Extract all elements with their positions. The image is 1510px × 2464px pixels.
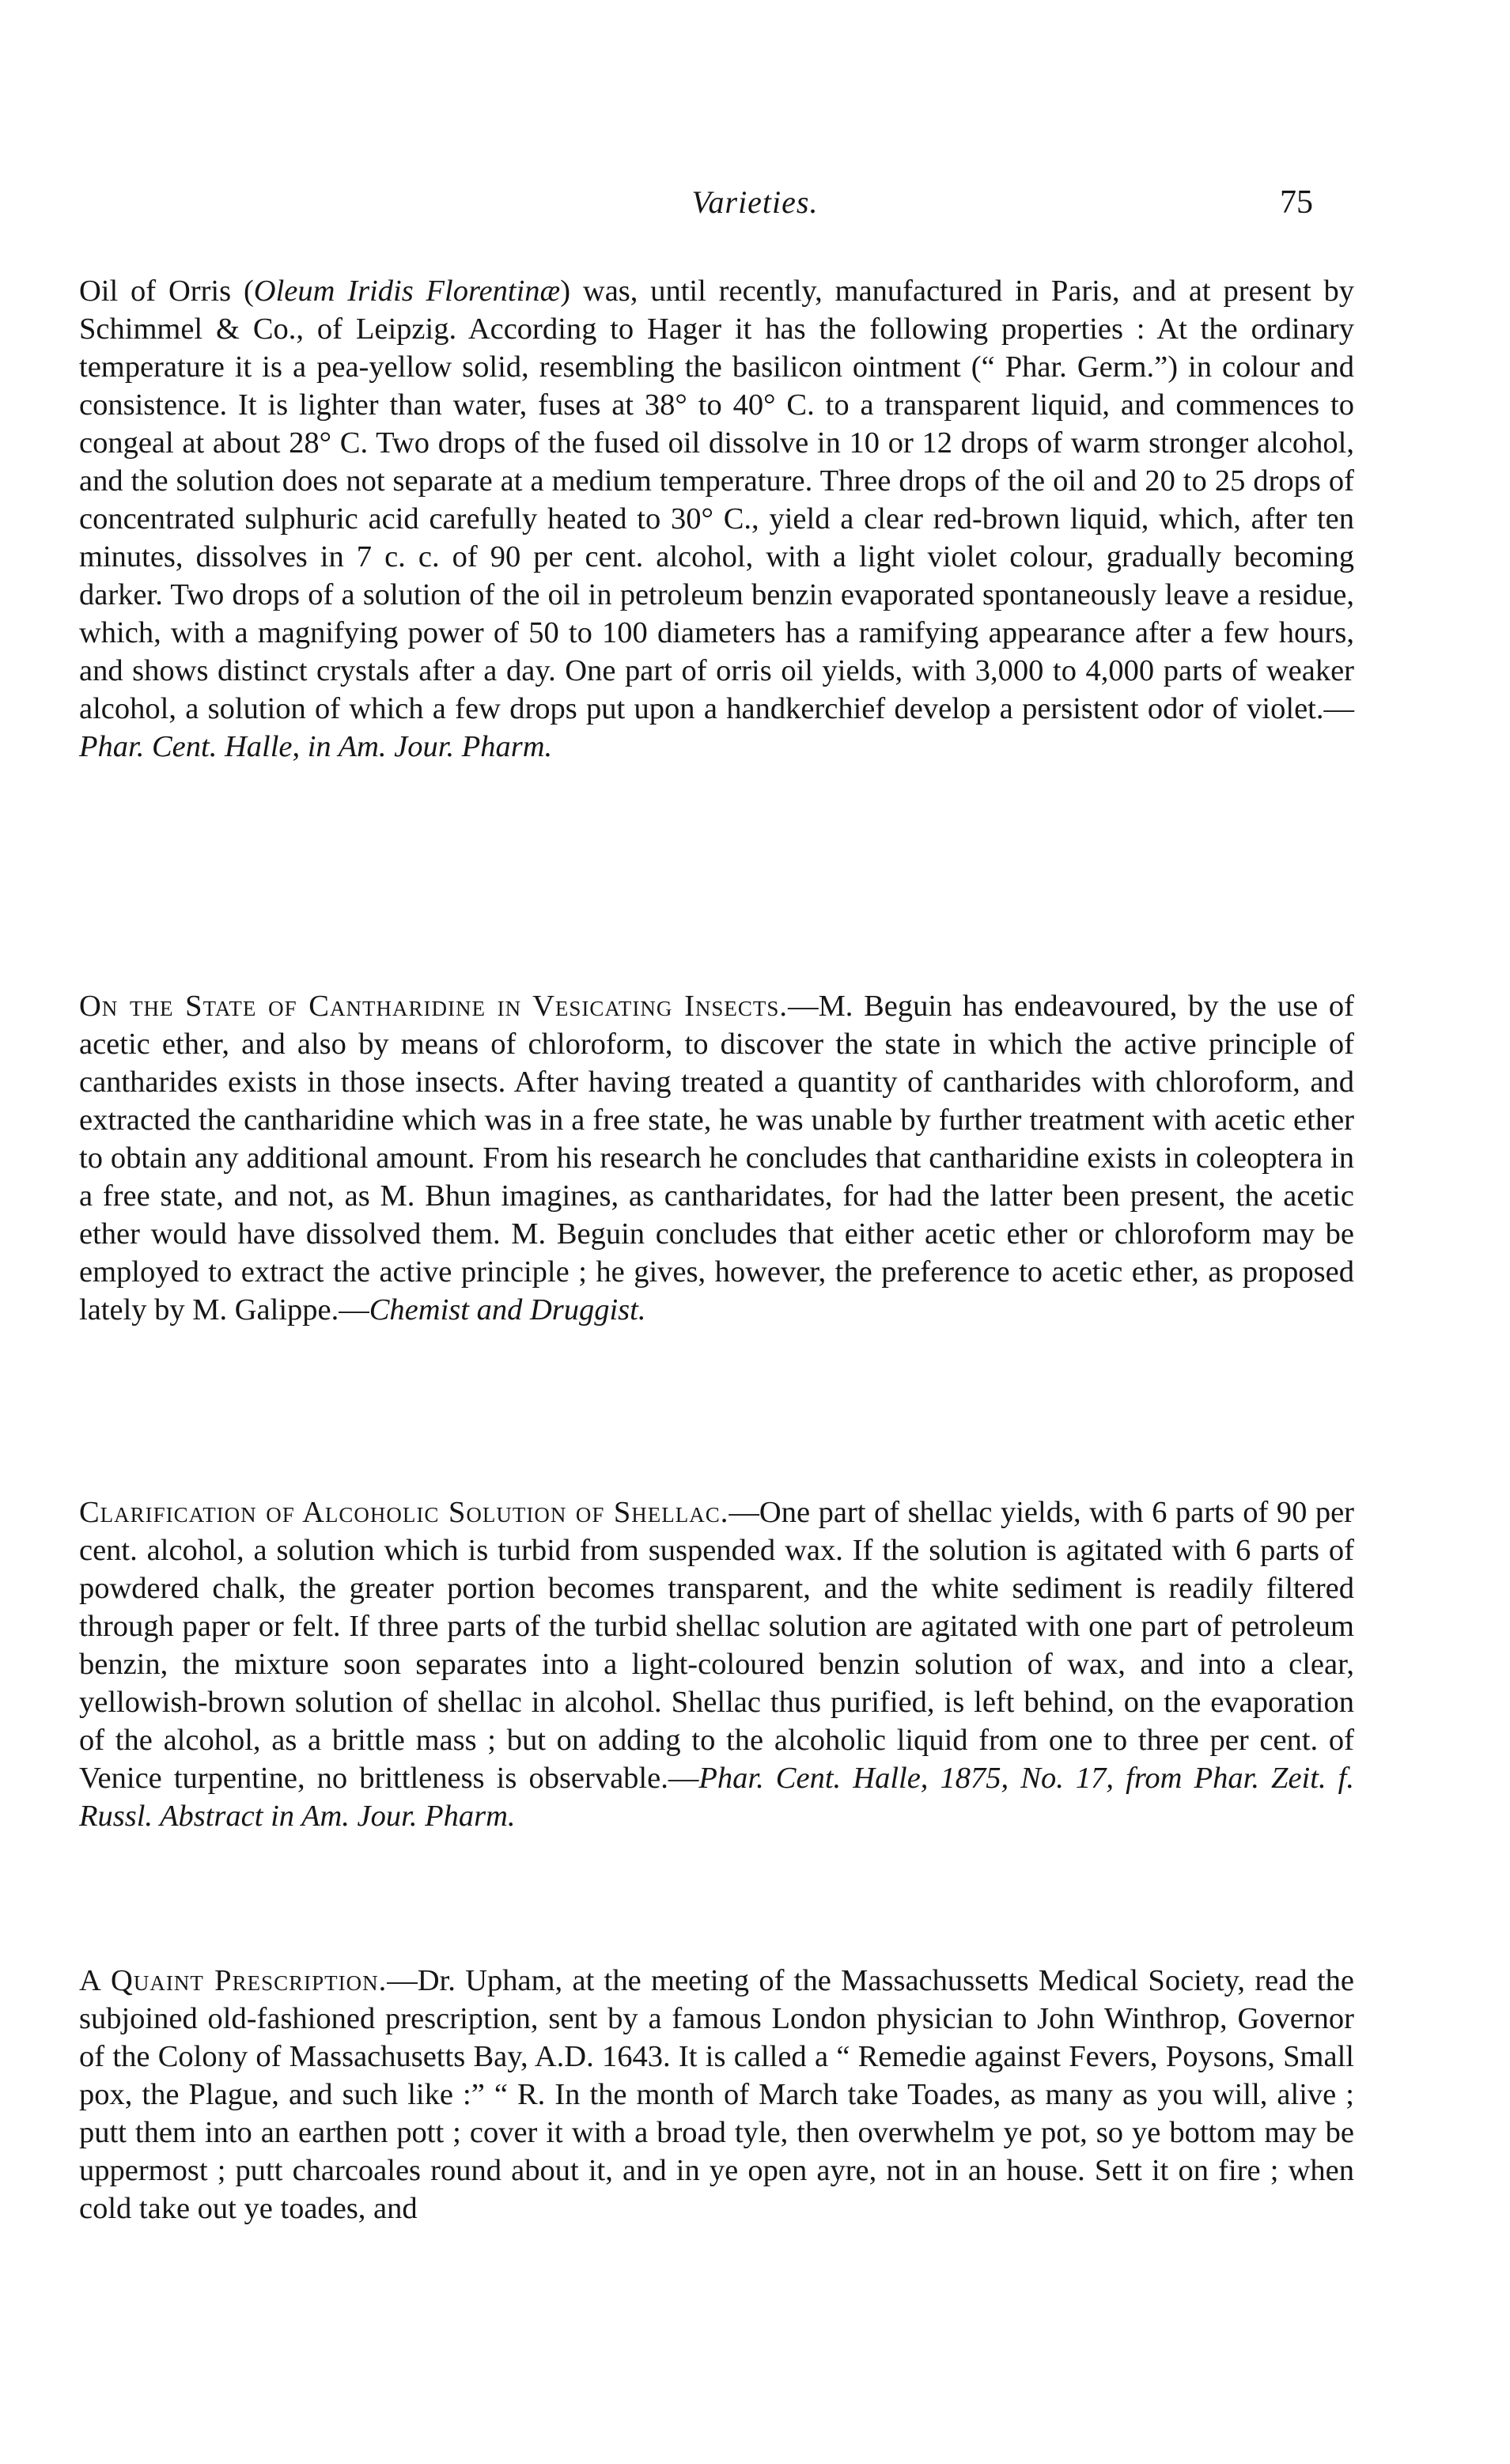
article-quaint-prescription — [79, 1962, 1354, 2227]
article-heading: A Quaint Prescription. — [79, 1964, 388, 1997]
article-citation: Chemist and Druggist. — [369, 1293, 646, 1327]
article-citation: Phar. Cent. Halle, 1875, No. 17, from Phar. Zeit. f. Russl. Abstract in Am. Jour. Pharm. — [79, 1762, 1354, 1833]
article-lead-italic: Oleum Iridis Florentinæ — [253, 274, 561, 308]
article-oil-of-orris — [79, 272, 1354, 766]
article-body: —M. Beguin has endeavoured, by the use of acetic ether, and also by means of chloroform, to discover the state in which the active principle of cantharides exists in those insects. After having treated a quantity of cantharides with chloroform, and extracted the cantharidine which was in a free state, he was unable by further treatment with acetic ether to obtain any additional amount. From his research he concludes that cantharidine exists in coleoptera in a free state, and not, as M. Bhun imagines, as cantharidates, for had the latter been present, the acetic ether would have dissolved them. M. Beguin concludes that either acetic ether or chloroform may be employed to extract the active principle ; he gives, however, the preference to acetic ether, as proposed lately by M. Galippe.— — [79, 990, 1354, 1327]
article-shellac — [79, 1493, 1354, 1835]
article-cantharidine — [79, 987, 1354, 1329]
page-number: 75 — [1280, 184, 1313, 221]
article-body: —One part of shellac yields, with 6 parts of 90 per cent. alcohol, a solution which is turbid from suspended wax. If the solution is agitated with 6 parts of powdered chalk, the greater portion becomes transparent, and the white sediment is readily filtered through paper or felt. If three parts of the turbid shellac solution are agitated with one part of petroleum benzin, the mixture soon separates into a light-coloured benzin solution of wax, and into a clear, yellowish-brown solution of shellac in alcohol. Shellac thus purified, is left behind, on the evaporation of the alcohol, as a brittle mass ; but on adding to the alcoholic liquid from one to three per cent. of Venice turpentine, no brittleness is observable.— — [79, 1496, 1355, 1795]
article-citation: Phar. Cent. Halle, in Am. Jour. Pharm. — [79, 730, 553, 763]
article-body: ) was, until recently, manufactured in Paris, and at present by Schimmel & Co., of Leipzig. According to Hager it has the following properties : At the ordinary temperature it is a pea-yellow solid, resembling the basilicon ointment (“ Phar. Germ.”) in colour and consistence. It is lighter than water, fuses at 38° to 40° C. to a transparent liquid, and commences to congeal at about 28° C. Two drops of the fused oil dissolve in 10 or 12 drops of warm stronger alcohol, and the solution does not separate at a medium temperature. Three drops of the oil and 20 to 25 drops of concentrated sulphuric acid carefully heated to 30° C., yield a clear red-brown liquid, which, after ten minutes, dissolves in 7 c. c. of 90 per cent. alcohol, with a light violet colour, gradually becoming darker. Two drops of a solution of the oil in petroleum benzin evaporated spontaneously leave a residue, which, with a magnifying power of 50 to 100 diameters has a ramifying appearance after a few hours, and shows distinct crystals after a day. One part of orris oil yields, with 3,000 to 4,000 parts of weaker alcohol, a solution of which a few drops put upon a handkerchief develop a persistent odor of violet.— — [79, 274, 1354, 725]
article-lead: Oil of Orris ( — [79, 274, 254, 308]
article-heading: Clarification of Alcoholic Solution of Shellac. — [79, 1496, 729, 1529]
article-body: —Dr. Upham, at the meeting of the Massachussetts Medical Society, read the subjoined old-fashioned prescription, sent by a famous London physician to John Winthrop, Governor of the Colony of Massachusetts Bay, A.D. 1643. It is called a “ Remedie against Fevers, Poysons, Small pox, the Plague, and such like :” “ R. In the month of March take Toades, as many as you will, alive ; putt them into an earthen pott ; cover it with a broad tyle, then overwhelm ye pot, so ye bottom may be uppermost ; putt charcoales round about it, and in ye open ayre, not in an house. Sett it on fire ; when cold take out ye toades, and — [79, 1964, 1354, 2225]
running-header: Varieties. — [691, 184, 819, 220]
article-heading: On the State of Cantharidine in Vesicating Insects. — [79, 990, 789, 1023]
